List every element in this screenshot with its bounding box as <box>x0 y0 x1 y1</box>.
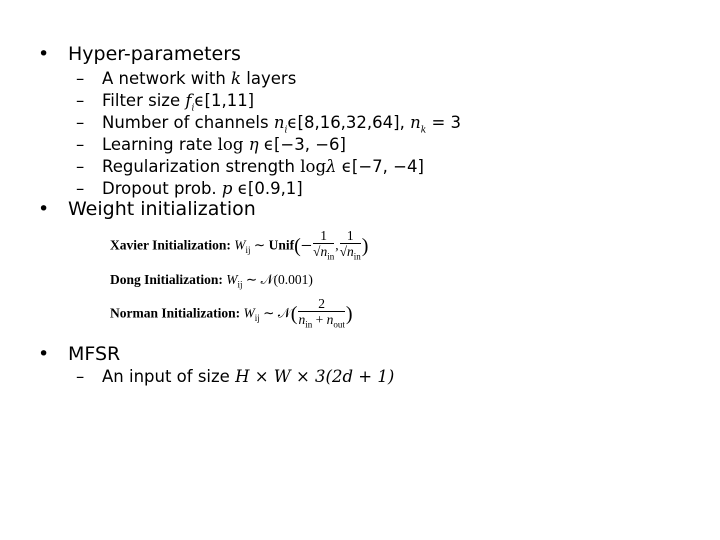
dash: – <box>76 157 85 176</box>
sub-text: A network with <box>102 69 226 88</box>
bullet-dot: • <box>38 43 50 65</box>
math-var: λ <box>326 157 337 176</box>
math-sub: out <box>333 319 345 330</box>
dash: – <box>76 91 85 110</box>
math-log: log <box>217 135 244 154</box>
sub-item-dropout <box>76 178 303 199</box>
frac-num: 2 <box>298 296 344 312</box>
bullet-text: Weight initialization <box>68 198 256 220</box>
math-range: ϵ[0.9,1] <box>237 179 303 198</box>
math-dist: 𝒩 <box>277 305 291 321</box>
math-param: (0.001) <box>273 272 313 287</box>
math-rel: ∼ <box>245 272 258 287</box>
sub-text: An input of size <box>102 367 230 386</box>
math-eq: = 3 <box>431 113 462 132</box>
math-sub: in <box>305 319 313 330</box>
math-comma: , <box>335 237 339 253</box>
math-sub: k <box>420 125 427 136</box>
dash: – <box>76 179 85 198</box>
math-fraction <box>298 296 344 333</box>
math-paren: ) <box>361 234 369 257</box>
bullet-weight-initialization <box>38 198 256 220</box>
math-paren: ) <box>345 302 353 325</box>
frac-den-var: n <box>298 312 306 327</box>
math-var: n <box>273 113 285 132</box>
dash: – <box>76 69 85 88</box>
math-sub: ij <box>254 313 260 324</box>
formula-label: Dong Initialization: <box>110 272 223 287</box>
sub-text: Number of channels <box>102 113 269 132</box>
sub-item-layers <box>76 68 296 89</box>
frac-num: 1 <box>340 228 361 244</box>
frac-den <box>298 312 344 333</box>
bullet-dot: • <box>38 198 50 220</box>
math-dist: 𝒩 <box>260 272 274 287</box>
formula-dong <box>110 272 313 290</box>
math-range: ϵ[8,16,32,64], <box>287 113 405 132</box>
math-paren: ( <box>290 302 298 325</box>
sub-item-input-size <box>76 366 394 387</box>
math-var: W <box>226 272 238 287</box>
formula-xavier <box>110 228 368 265</box>
sub-text: Learning rate <box>102 135 213 154</box>
math-var: W <box>234 237 246 253</box>
formula-label: Norman Initialization: <box>110 305 241 321</box>
math-sub: ij <box>237 279 243 290</box>
math-var: f <box>185 91 192 110</box>
dash: – <box>76 113 85 132</box>
math-dist: Unif <box>268 237 295 253</box>
math-sub: i <box>284 125 288 136</box>
formula-norman <box>110 296 353 333</box>
math-var: p <box>221 179 233 198</box>
math-var: n <box>410 113 421 132</box>
sub-text: Dropout prob. <box>102 179 217 198</box>
math-var: η <box>248 135 259 154</box>
math-var: k <box>231 69 242 88</box>
math-sub: in <box>327 251 335 262</box>
math-paren: (− <box>294 234 313 257</box>
frac-den <box>313 244 334 265</box>
dash: – <box>76 135 85 154</box>
math-sub: i <box>191 103 195 114</box>
bullet-dot: • <box>38 343 50 365</box>
math-range: ϵ[−3, −6] <box>263 135 346 154</box>
bullet-hyper-parameters <box>38 43 241 65</box>
frac-den-var: √n <box>339 244 354 259</box>
math-expr: H × W × 3(2d + 1) <box>235 367 395 386</box>
formula-label: Xavier Initialization: <box>110 237 231 253</box>
math-log: log <box>300 157 327 176</box>
math-fraction <box>313 228 334 265</box>
math-rel: ∼ <box>253 237 266 253</box>
bullet-text: Hyper-parameters <box>68 43 241 65</box>
frac-num: 1 <box>313 228 334 244</box>
math-var: W <box>243 305 255 321</box>
bullet-mfsr <box>38 343 120 365</box>
math-sub: in <box>353 251 361 262</box>
sub-item-learning-rate <box>76 134 346 155</box>
math-range: ϵ[−7, −4] <box>341 157 424 176</box>
frac-den <box>340 244 361 265</box>
math-range: ϵ[1,11] <box>194 91 255 110</box>
sub-text: Regularization strength <box>102 157 295 176</box>
frac-den-var: √n <box>313 244 328 259</box>
bullet-text: MFSR <box>68 343 121 365</box>
frac-den-var: n <box>326 312 334 327</box>
sub-text: Filter size <box>102 91 181 110</box>
sub-item-regularization <box>76 156 424 177</box>
sub-text: layers <box>246 69 297 88</box>
math-rel: ∼ <box>263 305 275 321</box>
dash: – <box>76 367 85 386</box>
math-sub: ij <box>245 245 251 256</box>
math-fraction <box>340 228 361 265</box>
math-plus: + <box>312 312 327 327</box>
